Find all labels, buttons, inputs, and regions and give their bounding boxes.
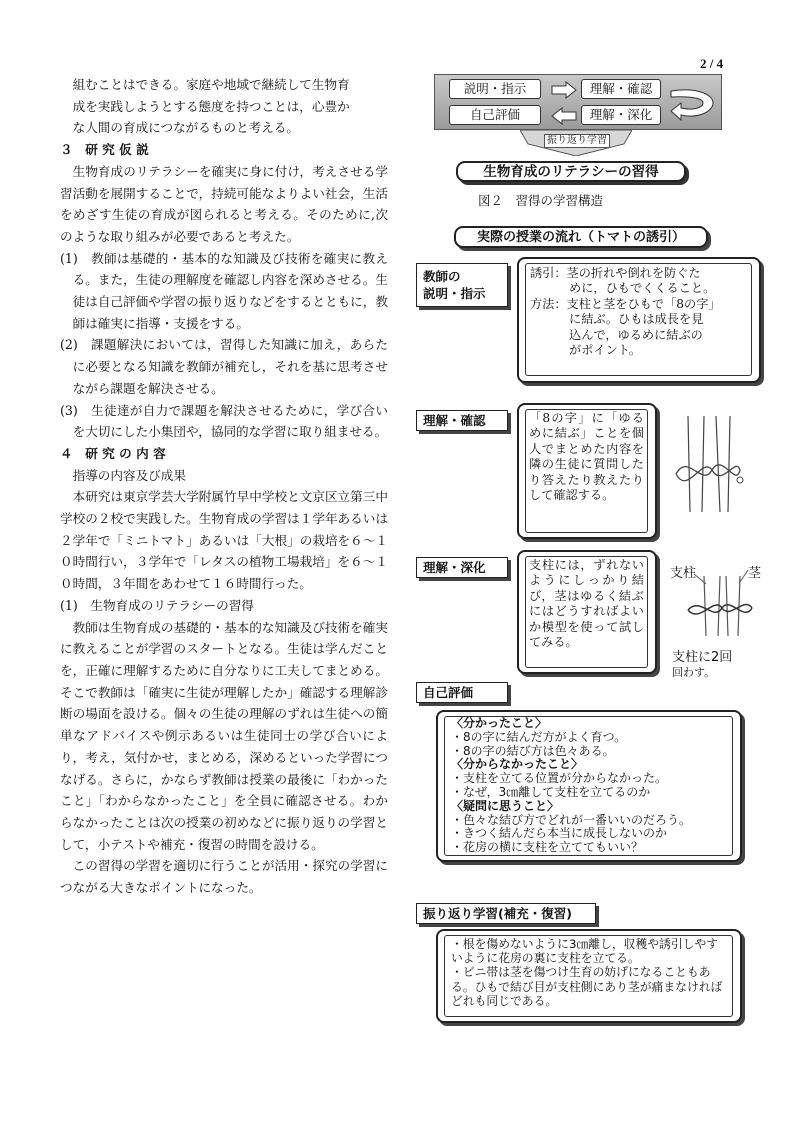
review-inner — [444, 935, 733, 1017]
teacher-inner — [525, 263, 752, 376]
section-4-heading: ４ 研 究 の 内 容 — [60, 445, 166, 461]
self-eval-item: ・支柱を立てる位置が分からなかった。 — [451, 771, 668, 786]
teacher-line-5: 込んで，ゆるめに結ぶの — [569, 327, 703, 342]
self-eval-item: ・なぜ，3㎝離して支柱を立てるのか — [451, 784, 651, 799]
teacher-line-4: に結ぶ。ひもは成長を見 — [569, 312, 704, 327]
arrow-right-icon — [551, 81, 577, 99]
section-3-heading: ３ 研 究 仮 説 — [60, 142, 149, 158]
learning-structure-diagram — [434, 74, 722, 130]
knot-sketch-1 — [668, 412, 744, 516]
diagram-box-deepen: 理解・深化 — [581, 105, 661, 125]
self-eval-item: ・花房の横に支柱を立ててもいい？ — [451, 840, 644, 855]
teacher-line-2: めに，ひもでくくること。 — [569, 281, 716, 296]
self-eval-item: ・色々な結び方でどれが一番いいのだろう。 — [451, 812, 692, 827]
teacher-box — [517, 257, 761, 383]
review-label: 振り返り学習(補充・復習) — [416, 903, 596, 924]
left-column — [60, 74, 388, 899]
section-4-paragraph: 本研究は東京学芸大学附属竹早中学校と文京区立第三中学校の２校で実践した。生物育成の学習は１学年あるいは２学年で「ミニトマト」あるいは「大根」の栽培を６～１０時間行い，３学年で「レタスの植物工場栽培」を６～１０時間，３年間をあわせて１６時間行った。 — [60, 489, 388, 592]
self-eval-item: ・8の字の結び方は色々ある。 — [451, 743, 615, 758]
diagram-box-confirm: 理解・確認 — [581, 79, 661, 99]
confirm-label: 理解・確認 — [416, 410, 508, 431]
flow-title: 実際の授業の流れ（トマトの誘引） — [454, 226, 708, 248]
confirm-box — [517, 403, 657, 539]
self-eval-label: 自己評価 — [416, 682, 508, 703]
deepen-box — [517, 550, 657, 674]
section-4-subheading: 指導の内容及び成果 — [72, 467, 186, 483]
confirm-text: 「8の字」に「ゆるめに結ぶ」ことを個人でまとめた内容を隣の生徒に質問したり答えたり教えたりして確認する。 — [525, 409, 648, 533]
diagram-title: 生物育成のリテラシーの習得 — [456, 161, 686, 182]
diagram-box-explain: 説明・指示 — [449, 79, 541, 99]
self-eval-box — [436, 710, 742, 862]
sketch-stem-label: 茎 — [748, 566, 762, 581]
deepen-text: 支柱には，ずれないようにしっかり結び，茎はゆるく結ぶにはどうすればよいか模型を使って試してみる。 — [525, 556, 648, 668]
figure-caption: 図２ 習得の学習構造 — [478, 193, 604, 208]
review-item: ・根を傷めないように3㎝離し，収穫や誘引しやすいように花房の裏に支柱を立てる。 — [451, 937, 719, 966]
review-box — [436, 929, 742, 1023]
teacher-line-6: がポイント。 — [569, 343, 642, 358]
self-eval-item: ・8の字に結んだ方がよく育つ。 — [451, 729, 627, 744]
cycle-arrow-icon — [669, 85, 717, 121]
self-eval-inner — [444, 716, 733, 856]
teacher-line-3: 方法：支柱と茎をひもで「8の字」 — [530, 296, 721, 311]
self-eval-item: ・きつく結んだら本当に成長しないのか — [451, 826, 668, 841]
intro-line-1: 組むことはできる。家庭や地域で継続して生物育 — [72, 77, 350, 92]
sketch-pole-label: 支柱 — [670, 566, 697, 581]
arrow-left-icon — [551, 107, 577, 125]
closing-paragraph: この習得の学習を適切に行うことが活用・探究の学習につながる大きなポイントになった。 — [60, 858, 388, 896]
self-eval-item: 〈分からなかったこと〉 — [451, 757, 584, 772]
section-3-paragraph: 生物育成のリテラシーを確実に身に付け，考えさせる学習活動を展開することで，持続可能なよりよい社会，生活をめざす生徒の育成が図られると考える。そのために,次のような取り組みが必要であると考えた。 — [60, 163, 388, 244]
sketch-note-2: 回わす。 — [672, 666, 716, 679]
deepen-label: 理解・深化 — [416, 557, 508, 578]
subsection-1-heading: (1) 生物育成のリテラシーの習得 — [60, 597, 254, 613]
page-number: 2 / 4 — [700, 56, 724, 71]
diagram-box-self-eval: 自己評価 — [449, 105, 541, 125]
hypothesis-item-1: (1) 教師は基礎的・基本的な知識及び技術を確実に教える。また，生徒の理解度を確認し内容を深めさせる。生徒は自己評価や学習の振り返りなどをするとともに，教師は確実に指導・支援をする。 — [60, 250, 388, 331]
teacher-line-1: 誘引：茎の折れや倒れを防ぐた — [530, 266, 701, 280]
self-eval-item: 〈分かったこと〉 — [451, 716, 548, 730]
intro-line-2: 成を実践しようとする態度を持つことは，心豊か — [72, 98, 350, 114]
teacher-label — [416, 263, 508, 307]
teacher-label-text: 教師の 説明・指示 — [423, 269, 486, 301]
intro-line-3: な人間の育成につながるものと考える。 — [72, 120, 300, 136]
sketch-note-1: 支柱に2回 — [672, 650, 733, 665]
hypothesis-item-2: (2) 課題解決においては，習得した知識に加え，あらたに必要となる知識を教師が補充し，それを基に思考させながら課題を解決させる。 — [60, 337, 388, 396]
diagram-reflect-label: 振り返り学習 — [544, 134, 610, 148]
self-eval-item: 〈疑問に思うこと〉 — [451, 798, 560, 813]
subsection-1-paragraph: 教師は生物育成の基礎的・基本的な知識及び技術を確実に教えることが学習のスタートとなる。生徒は学んだことを，正確に理解するために自分なりに工夫してまとめる。そこで教師は「確実に生徒が理解したか」確認する理解診断の場面を設ける。個々の生徒の理解のずれは生徒への簡単なアドバイスや例示あるいは生徒同士の学び合いにより，考え，気付かせ，まとめる，深めるといった学習につなげる。さらに，かならず教師は授業の最後に「わかったこと」「わからなかったこと」を全員に確認させる。わからなかったことは次の授業の初めなどに振り返りの学習として，小テストや補充・復習の時間を設ける。 — [60, 619, 388, 852]
hypothesis-item-3: (3) 生徒達が自力で課題を解決させるために，学び合いを大切にした小集団や，協同的な学習に取り組ませる。 — [60, 402, 388, 440]
review-item: ・ビニ帯は茎を傷つけ生育の妨げになることもある。ひもで結び目が支柱側にあり茎が痛まなければどれも同じである。 — [451, 965, 723, 1008]
